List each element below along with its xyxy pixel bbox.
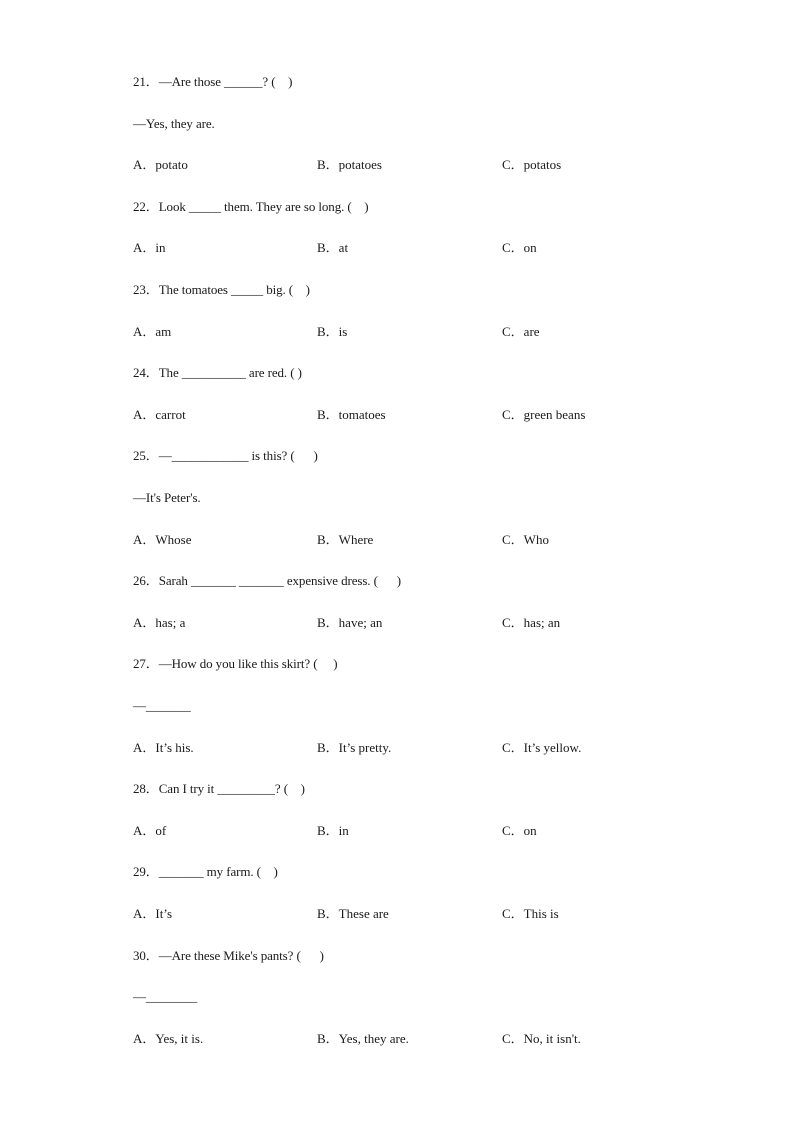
question-stem: 22．Look _____ them. They are so long. ( ) xyxy=(133,198,369,214)
option-b[interactable]: B．Yes, they are. xyxy=(317,1030,409,1046)
question-stem: 29．_______ my farm. ( ) xyxy=(133,864,278,880)
option-a[interactable]: A．Whose xyxy=(133,531,192,547)
option-b[interactable]: B．It’s pretty. xyxy=(317,739,392,755)
option-b[interactable]: B．is xyxy=(317,323,348,339)
option-b[interactable]: B．tomatoes xyxy=(317,406,386,422)
question-stem: 23．The tomatoes _____ big. ( ) xyxy=(133,282,310,297)
option-c[interactable]: C．No, it isn't. xyxy=(502,1030,581,1046)
dialogue-line: —Yes, they are. xyxy=(133,115,215,131)
question-stem: 24．The __________ are red. ( ) xyxy=(133,365,302,381)
option-c[interactable]: C．has; an xyxy=(502,614,561,630)
dialogue-line: —It's Peter's. xyxy=(133,490,201,505)
option-a[interactable]: A．It’s xyxy=(133,906,173,921)
option-a[interactable]: A．of xyxy=(133,822,167,838)
option-c[interactable]: C．It’s yellow. xyxy=(502,739,582,755)
option-a[interactable]: A．has; a xyxy=(133,614,186,630)
option-c[interactable]: C．are xyxy=(502,323,540,339)
option-a[interactable]: A．am xyxy=(133,323,172,339)
question-stem: 21．—Are those ______? ( ) xyxy=(133,74,293,89)
option-b[interactable]: B．have; an xyxy=(317,614,383,630)
option-a[interactable]: A．potato xyxy=(133,157,188,173)
option-b[interactable]: B．These are xyxy=(317,906,389,921)
option-b[interactable]: B．at xyxy=(317,240,349,256)
option-b[interactable]: B．Where xyxy=(317,531,374,547)
option-c[interactable]: C．on xyxy=(502,822,537,838)
option-c[interactable]: C．This is xyxy=(502,906,559,921)
option-a[interactable]: A．Yes, it is. xyxy=(133,1030,204,1046)
option-b[interactable]: B．potatoes xyxy=(317,157,382,173)
option-b[interactable]: B．in xyxy=(317,822,349,838)
question-stem: 28．Can I try it _________? ( ) xyxy=(133,781,305,797)
option-a[interactable]: A．in xyxy=(133,240,166,256)
dialogue-line: —_______ xyxy=(133,698,191,713)
question-stem: 27．—How do you like this skirt? ( ) xyxy=(133,656,338,672)
dialogue-line: —________ xyxy=(133,989,198,1005)
option-c[interactable]: C．on xyxy=(502,240,537,256)
question-stem: 26．Sarah _______ _______ expensive dress. ( ) xyxy=(133,573,401,589)
option-c[interactable]: C．green beans xyxy=(502,406,586,422)
option-c[interactable]: C．Who xyxy=(502,531,549,547)
question-stem: 30．—Are these Mike's pants? ( ) xyxy=(133,947,324,963)
option-a[interactable]: A．It’s his. xyxy=(133,739,194,755)
option-c[interactable]: C．potatos xyxy=(502,157,562,173)
option-a[interactable]: A．carrot xyxy=(133,406,186,422)
question-stem: 25．—____________ is this? ( ) xyxy=(133,448,318,464)
